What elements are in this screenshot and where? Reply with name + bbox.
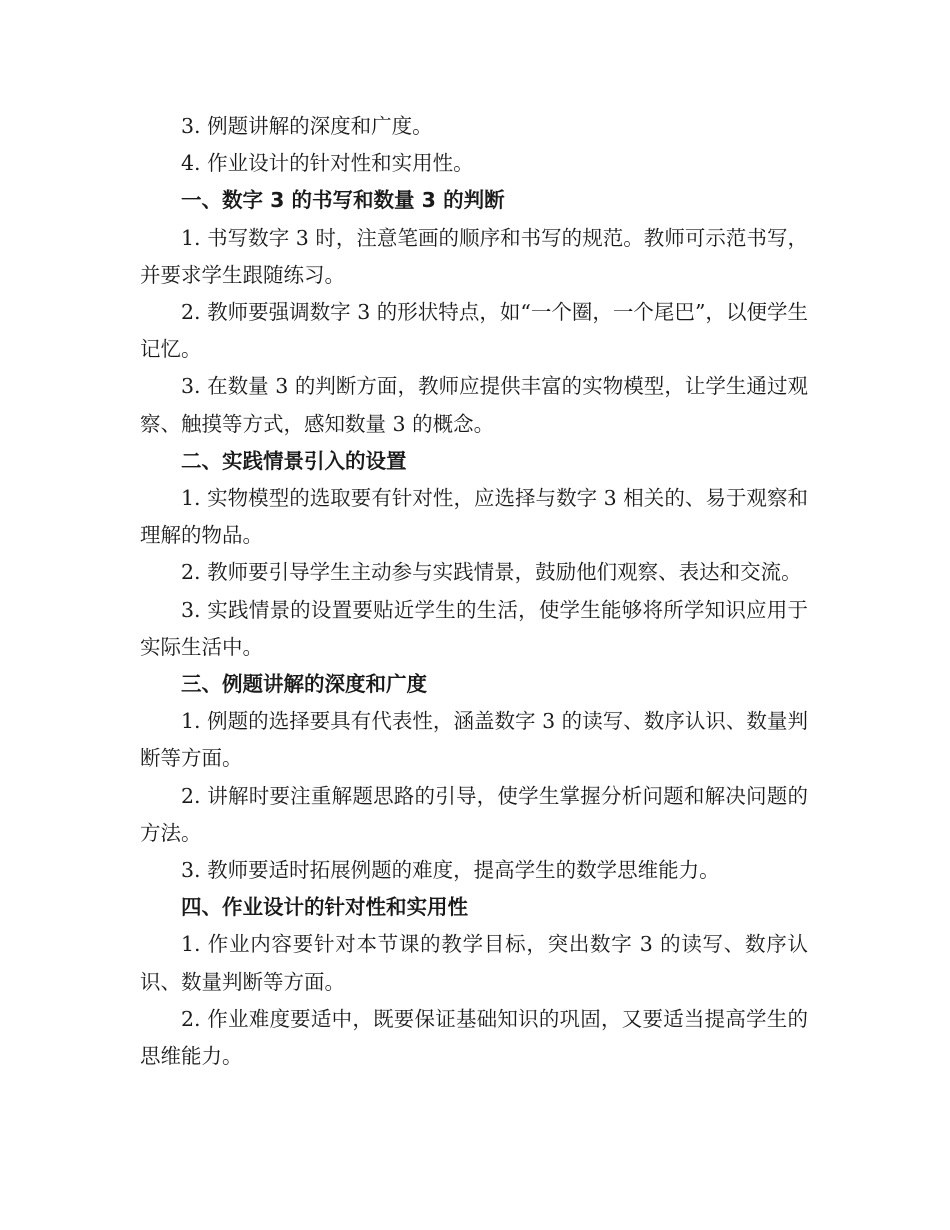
section-heading: 一、数字 3 的书写和数量 3 的判断 bbox=[181, 188, 505, 213]
list-item: 3. 教师要适时拓展例题的难度，提高学生的数学思维能力。 bbox=[181, 858, 720, 883]
list-item: 2. 教师要引导学生主动参与实践情景，鼓励他们观察、表达和交流。 bbox=[181, 560, 802, 585]
document-body bbox=[140, 108, 808, 1075]
section-heading: 二、实践情景引入的设置 bbox=[181, 448, 407, 473]
list-item: 1. 书写数字 3 时，注意笔画的顺序和书写的规范。教师可示范书写，并要求学生跟随练习。 bbox=[140, 225, 808, 287]
list-item: 2. 教师要强调数字 3 的形状特点，如“一个圈，一个尾巴”，以便学生记忆。 bbox=[140, 300, 808, 362]
list-item: 1. 作业内容要针对本节课的教学目标，突出数字 3 的读写、数序认识、数量判断等方面。 bbox=[140, 932, 808, 994]
section-heading: 三、例题讲解的深度和广度 bbox=[181, 672, 427, 697]
list-item: 1. 例题的选择要具有代表性，涵盖数字 3 的读写、数序认识、数量判断等方面。 bbox=[140, 709, 808, 771]
section-heading: 四、作业设计的针对性和实用性 bbox=[181, 895, 468, 920]
list-item: 2. 作业难度要适中，既要保证基础知识的巩固，又要适当提高学生的思维能力。 bbox=[140, 1006, 808, 1069]
list-item: 1. 实物模型的选取要有针对性，应选择与数字 3 相关的、易于观察和理解的物品。 bbox=[140, 486, 808, 548]
list-item: 3. 在数量 3 的判断方面，教师应提供丰富的实物模型，让学生通过观察、触摸等方式，感知数量 3 的概念。 bbox=[140, 374, 808, 436]
list-item: 3. 例题讲解的深度和广度。 bbox=[181, 114, 433, 138]
list-item: 3. 实践情景的设置要贴近学生的生活，使学生能够将所学知识应用于实际生活中。 bbox=[140, 597, 808, 659]
list-item: 4. 作业设计的针对性和实用性。 bbox=[181, 151, 474, 176]
list-item: 2. 讲解时要注重解题思路的引导，使学生掌握分析问题和解决问题的方法。 bbox=[140, 783, 808, 845]
